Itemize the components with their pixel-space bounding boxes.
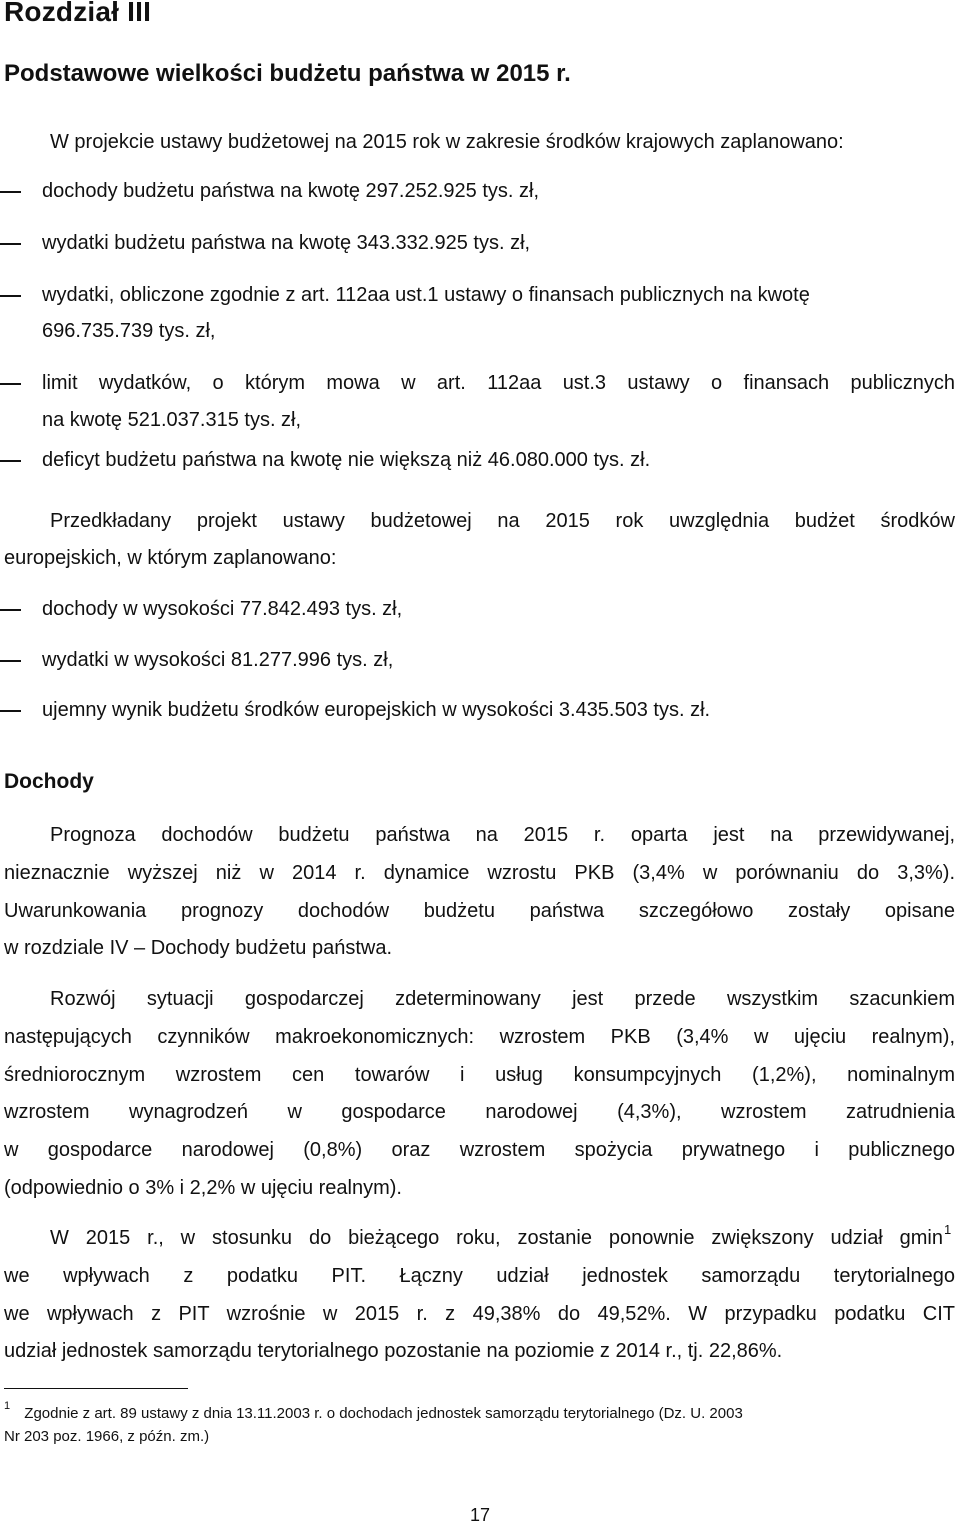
paragraph (4, 981, 955, 1208)
list-item-text: dochody w wysokości 77.842.493 tys. zł, (42, 598, 403, 620)
list-item (0, 173, 955, 210)
dash-bullet (0, 191, 21, 193)
section-heading: Dochody (4, 770, 94, 793)
list-item-text: wydatki w wysokości 81.277.996 tys. zł, (42, 649, 394, 671)
list-item (0, 591, 955, 628)
paragraph-line (4, 1220, 955, 1258)
paragraph (4, 817, 955, 968)
footnote-reference[interactable]: 1 (944, 1222, 952, 1237)
page-number: 17 (469, 1505, 491, 1525)
footnote-separator (4, 1388, 188, 1389)
dash-bullet (0, 609, 21, 611)
paragraph-line: Uwarunkowania prognozy dochodów budżetu państwa szczegółowo zostały opisane (4, 899, 955, 922)
chapter-heading: Rozdział III (4, 0, 152, 27)
footnote-line: Nr 203 poz. 1966, z późn. zm.) (4, 1428, 210, 1445)
footnote-line (4, 1398, 955, 1425)
dash-bullet (0, 660, 21, 662)
paragraph-line: następujących czynników makroekonomicznych: wzrostem PKB (3,4% w ujęciu realnym), (4, 1025, 955, 1048)
eu-intro-line: europejskich, w którym zaplanowano: (4, 547, 337, 569)
paragraph-line: nieznacznie wyższej niż w 2014 r. dynamice wzrostu PKB (3,4% w porównaniu do 3,3%). (4, 861, 955, 884)
paragraph-line: w gospodarce narodowej (0,8%) oraz wzrostem spożycia prywatnego i publicznego (4, 1139, 955, 1162)
dash-bullet (0, 710, 21, 712)
list-item-text: dochody budżetu państwa na kwotę 297.252.925 tys. zł, (42, 180, 540, 202)
list-item-text-continued: na kwotę 521.037.315 tys. zł, (42, 409, 302, 431)
list-item-text: wydatki, obliczone zgodnie z art. 112aa ust.1 ustawy o finansach publicznych na kwotę (42, 284, 810, 306)
paragraph-line: w rozdziale IV – Dochody budżetu państwa. (4, 937, 392, 960)
footnote-text: Zgodnie z art. 89 ustawy z dnia 13.11.2003 r. o dochodach jednostek samorządu terytorialnego (Dz. U. 2003 (24, 1405, 743, 1422)
paragraph-line: (odpowiednio o 3% i 2,2% w ujęciu realnym). (4, 1176, 402, 1199)
footnote-number: 1 (4, 1400, 11, 1412)
list-item-text: ujemny wynik budżetu środków europejskich w wysokości 3.435.503 tys. zł. (42, 699, 711, 721)
eu-intro-line: Przedkładany projekt ustawy budżetowej na 2015 rok uwzględnia budżet środków (50, 510, 955, 532)
list-item-line: limit wydatków, o którym mowa w art. 112aa ust.3 ustawy o finansach publicznych (42, 372, 955, 394)
paragraph-line: udział jednostek samorządu terytorialnego pozostanie na poziomie z 2014 r., tj. 22,86%. (4, 1340, 783, 1363)
paragraph-line: Prognoza dochodów budżetu państwa na 2015 r. oparta jest na przewidywanej, (50, 824, 955, 846)
list-item-text: wydatki budżetu państwa na kwotę 343.332.925 tys. zł, (42, 232, 531, 254)
list-item (0, 642, 955, 679)
paragraph-line: wzrostem wynagrodzeń w gospodarce narodowej (4,3%), wzrostem zatrudnienia (4, 1101, 955, 1124)
eu-intro (4, 503, 955, 577)
list-item (0, 225, 955, 262)
dash-bullet (0, 460, 21, 462)
dash-bullet (0, 383, 21, 385)
list-item (0, 365, 955, 439)
paragraph-line: we wpływach z podatku PIT. Łączny udział jednostek samorządu terytorialnego (4, 1264, 955, 1287)
page-title: Podstawowe wielkości budżetu państwa w 2015 r. (4, 60, 571, 87)
list-item-text: deficyt budżetu państwa na kwotę nie większą niż 46.080.000 tys. zł. (42, 449, 651, 471)
paragraph-line: we wpływach z PIT wzrośnie w 2015 r. z 49,38% do 49,52%. W przypadku podatku CIT (4, 1302, 955, 1325)
dash-bullet (0, 295, 21, 297)
paragraph-line: średniorocznym wzrostem cen towarów i usług konsumpcyjnych (1,2%), nominalnym (4, 1063, 955, 1086)
intro-text: W projekcie ustawy budżetowej na 2015 rok w zakresie środków krajowych zaplanowano: (50, 131, 844, 153)
paragraph-line: Rozwój sytuacji gospodarczej zdeterminowany jest przede wszystkim szacunkiem (50, 988, 955, 1010)
paragraph-line-text: W 2015 r., w stosunku do bieżącego roku, zostanie ponownie zwiększony udział gmin (50, 1227, 943, 1249)
dash-bullet (0, 243, 21, 245)
list-item (0, 277, 955, 350)
list-item-text-continued: 696.735.739 tys. zł, (42, 320, 216, 342)
footnote (4, 1398, 955, 1448)
paragraph (4, 1220, 955, 1371)
list-item-text (42, 365, 955, 402)
list-item (0, 442, 955, 479)
list-item (0, 692, 955, 729)
